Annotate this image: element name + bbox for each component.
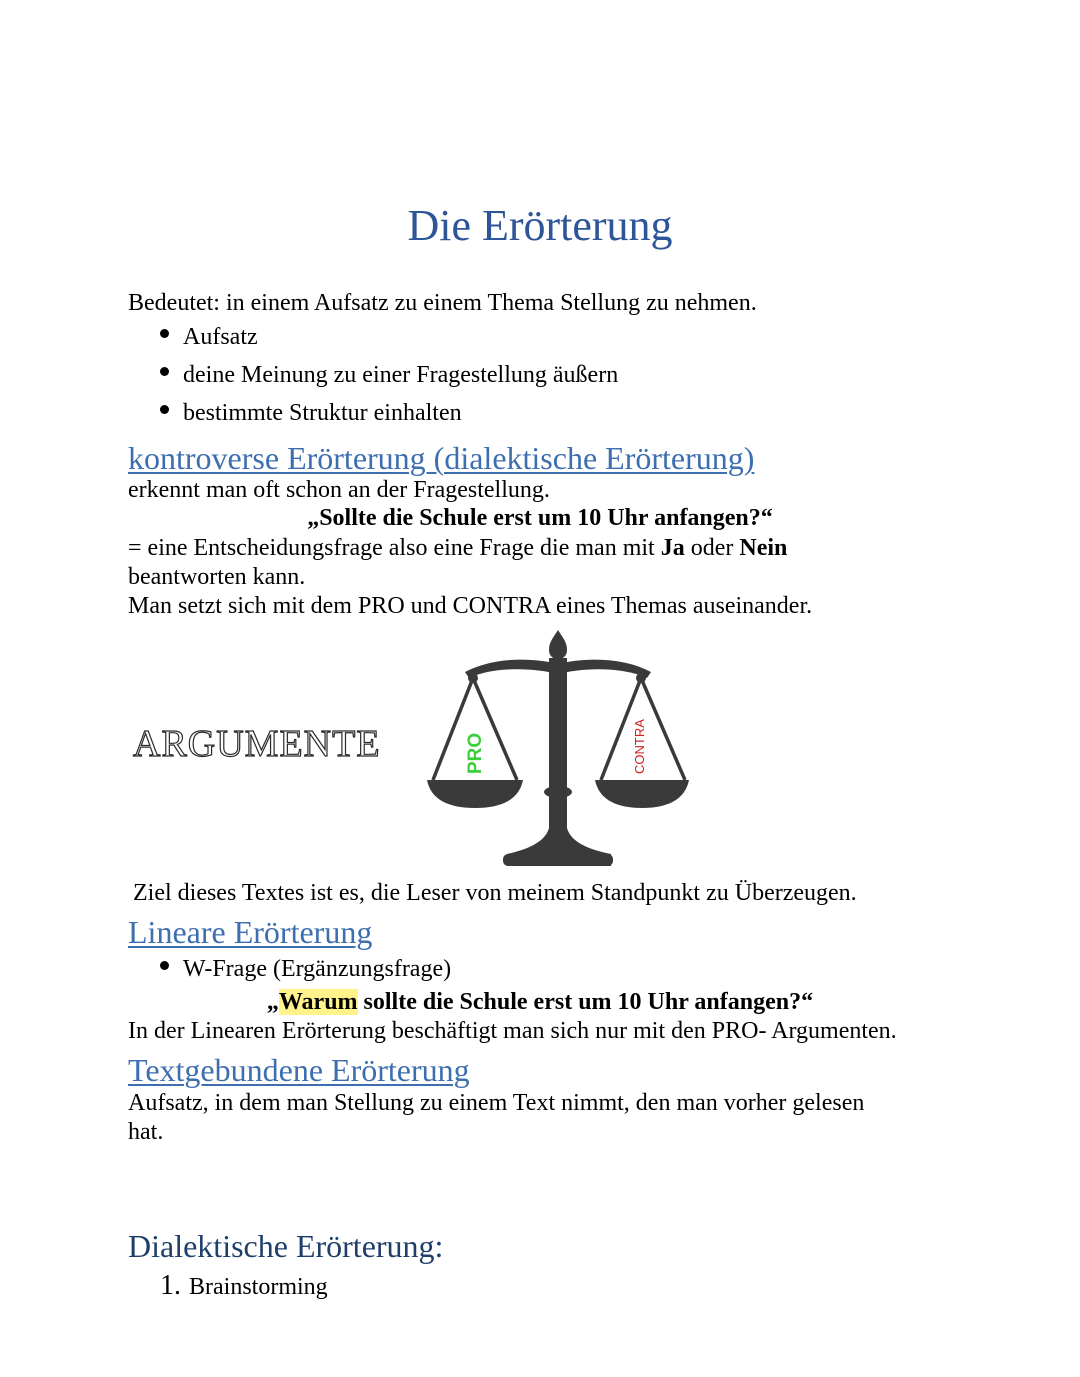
bullet-icon [160, 367, 169, 376]
list-item [160, 323, 258, 352]
intro-text: Bedeutet: in einem Aufsatz zu einem Thema Stellung zu nehmen. [128, 290, 757, 316]
ziel-text: Ziel dieses Textes ist es, die Leser von meinem Standpunkt zu Überzeugen. [133, 880, 857, 906]
heading-dialektische-eroerterung: Dialektische Erörterung: [128, 1228, 444, 1264]
heading-kontroverse-eroerterung[interactable]: kontroverse Erörterung (dialektische Erörterung) [128, 440, 755, 476]
kontrovers-quote: „Sollte die Schule erst um 10 Uhr anfangen?“ [307, 505, 773, 531]
quote-rest: sollte die Schule erst um 10 Uhr anfangen?“ [357, 989, 814, 1015]
kontrovers-line-2 [128, 534, 787, 563]
contra-label: CONTRA [632, 719, 647, 774]
list-item-label: W-Frage (Ergänzungsfrage) [183, 956, 452, 982]
linear-text: In der Linearen Erörterung beschäftigt man sich nur mit den PRO- Argumenten. [128, 1018, 897, 1044]
list-item-label: deine Meinung zu einer Fragestellung äußern [183, 362, 619, 388]
bullet-icon [160, 329, 169, 338]
scale-of-justice-icon [425, 628, 695, 873]
page-title: Die Erörterung [407, 201, 673, 250]
list-item [160, 399, 462, 428]
argumente-label: ARGUMENTE [133, 723, 381, 765]
list-item [160, 361, 618, 390]
kontrovers-line-4: Man setzt sich mit dem PRO und CONTRA eines Themas auseinander. [128, 593, 813, 619]
numbered-item [160, 1270, 328, 1302]
ja-word: Ja [660, 535, 685, 561]
textgebunden-line-2: hat. [128, 1119, 164, 1145]
highlighted-word: Warum [278, 989, 358, 1015]
kontrovers-line-3: beantworten kann. [128, 564, 306, 590]
nein-word: Nein [739, 535, 788, 561]
heading-lineare-eroerterung[interactable]: Lineare Erörterung [128, 914, 373, 950]
pro-label: PRO [465, 732, 486, 774]
item-label: Brainstorming [189, 1274, 328, 1300]
kontrovers-line-1: erkennt man oft schon an der Fragestellung. [128, 477, 550, 503]
heading-textgebundene-eroerterung[interactable]: Textgebundene Erörterung [128, 1052, 470, 1088]
textgebunden-line-1: Aufsatz, in dem man Stellung zu einem Text nimmt, den man vorher gelesen [128, 1090, 865, 1116]
item-number: 1. [160, 1270, 181, 1301]
quote-open: „ [266, 989, 279, 1015]
list-item-label: bestimmte Struktur einhalten [183, 400, 462, 426]
line2-mid: oder [684, 535, 740, 561]
bullet-icon [160, 405, 169, 414]
linear-quote [0, 989, 1080, 1016]
list-item [160, 955, 451, 984]
bullet-icon [160, 961, 169, 970]
line2-prefix: = eine Entscheidungsfrage also eine Frage die man mit [128, 535, 661, 561]
list-item-label: Aufsatz [183, 324, 258, 350]
